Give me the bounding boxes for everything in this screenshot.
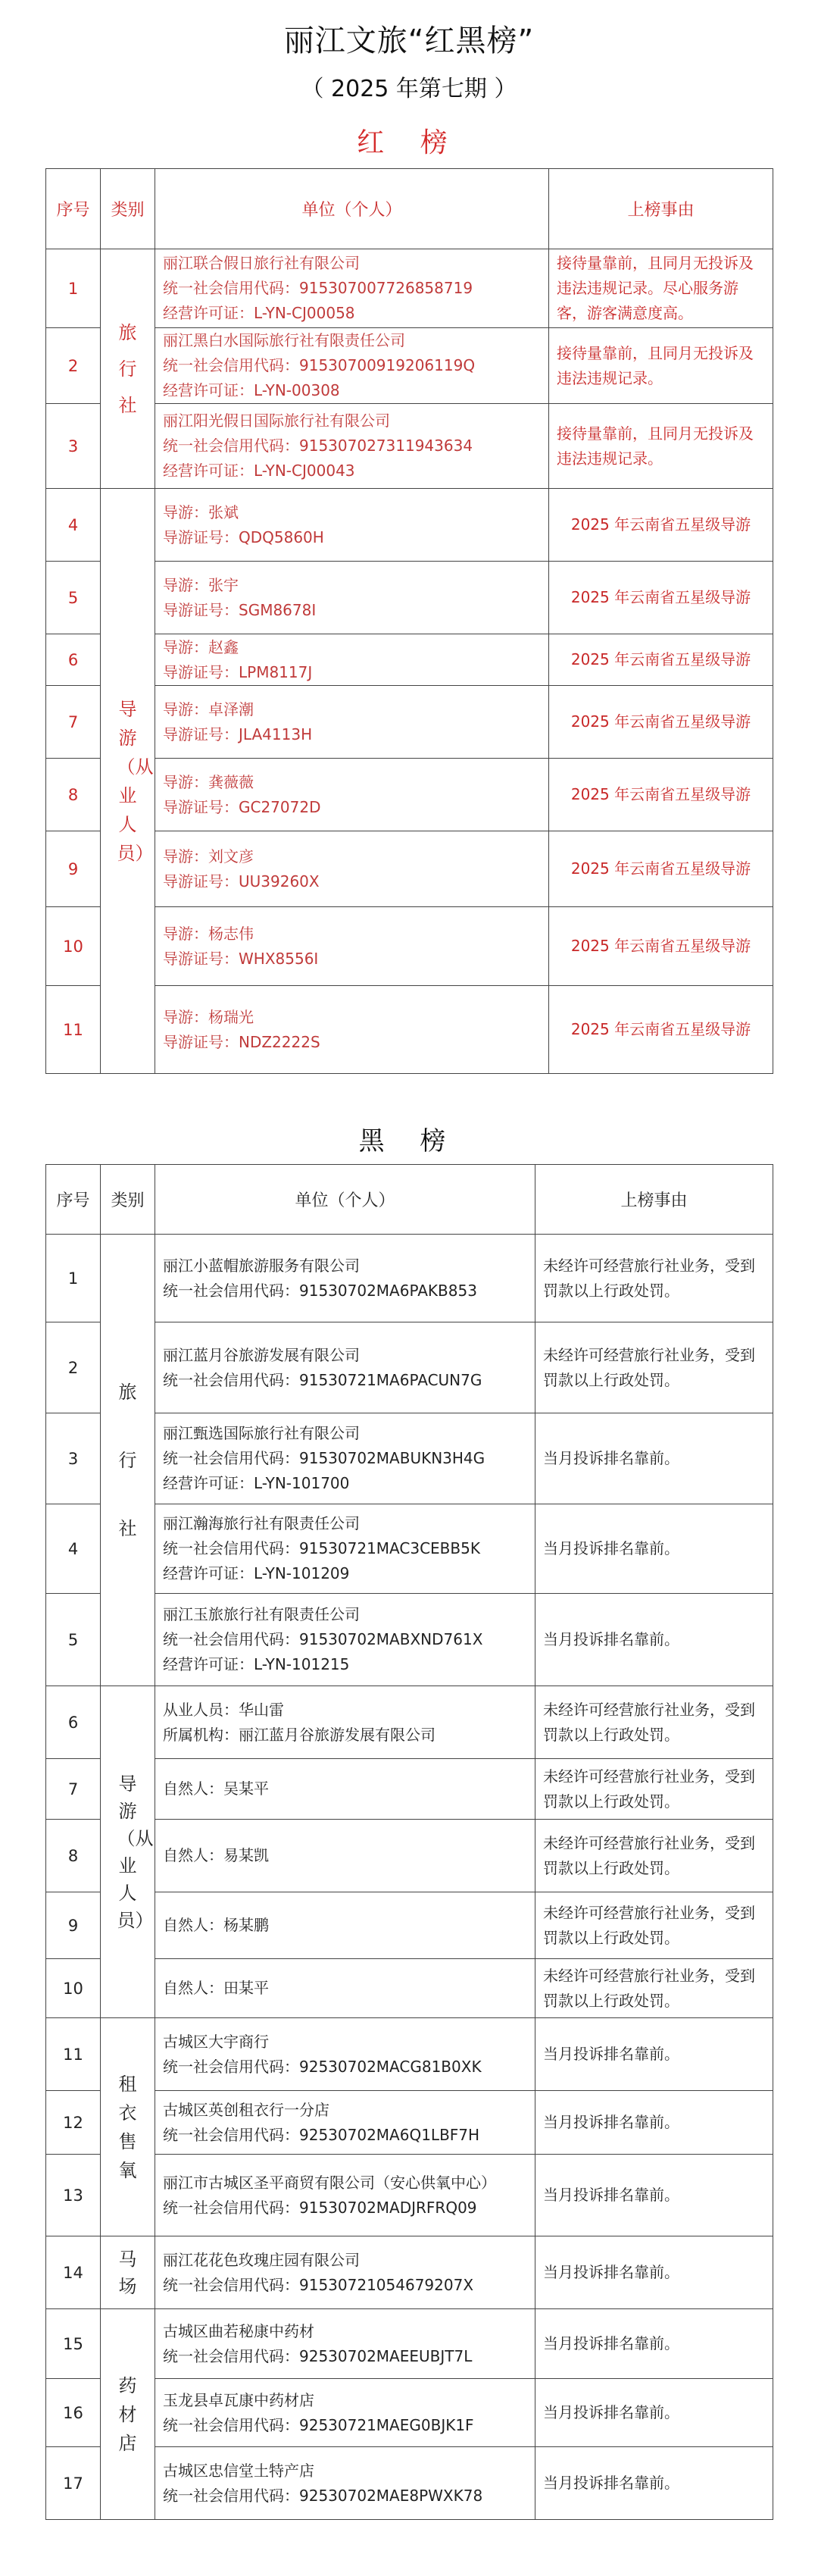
reason-cell: 未经许可经营旅行社业务，受到罚款以上行政处罚。 — [535, 1820, 773, 1892]
reason-cell: 2025 年云南省五星级导游 — [549, 831, 773, 907]
row-number: 16 — [46, 2379, 101, 2447]
table-row — [46, 2155, 773, 2236]
row-number: 14 — [46, 2236, 101, 2309]
unit-line: 自然人：吴某平 — [163, 1779, 269, 1798]
unit-line: 古城区英创租衣行一分店 — [163, 2100, 329, 2119]
unit-line: 统一社会信用代码：92530702MACG81B0XK — [163, 2057, 482, 2076]
row-number: 2 — [46, 328, 101, 404]
unit-cell — [155, 404, 549, 489]
unit-cell — [155, 2155, 535, 2236]
reason-cell: 当月投诉排名靠前。 — [535, 2018, 773, 2091]
reason-cell: 2025 年云南省五星级导游 — [549, 907, 773, 986]
row-number: 6 — [46, 634, 101, 686]
reason-cell: 未经许可经营旅行社业务，受到罚款以上行政处罚。 — [535, 1892, 773, 1959]
reason-cell: 2025 年云南省五星级导游 — [549, 634, 773, 686]
unit-cell — [155, 831, 549, 907]
header-reason: 上榜事由 — [535, 1165, 773, 1235]
row-number: 15 — [46, 2309, 101, 2379]
black-list-table — [45, 1164, 773, 2520]
unit-line: 导游证号：SGM8678I — [163, 600, 317, 619]
unit-line: 丽江市古城区圣平商贸有限公司（安心供氧中心） — [163, 2173, 496, 2192]
table-row — [46, 328, 773, 404]
reason-cell: 未经许可经营旅行社业务，受到罚款以上行政处罚。 — [535, 1235, 773, 1322]
row-number: 3 — [46, 404, 101, 489]
unit-line: 丽江蓝月谷旅游发展有限公司 — [163, 1345, 360, 1364]
unit-line: 统一社会信用代码：91530700919206119Q — [163, 356, 476, 374]
unit-line: 经营许可证：L-YN-101700 — [163, 1474, 350, 1492]
unit-cell — [155, 986, 549, 1074]
header-category: 类别 — [101, 169, 155, 249]
row-number: 5 — [46, 1594, 101, 1686]
table-row — [46, 2091, 773, 2155]
row-number: 6 — [46, 1686, 101, 1759]
unit-line: 统一社会信用代码：92530702MA6Q1LBF7H — [163, 2125, 480, 2144]
row-number: 17 — [46, 2447, 101, 2520]
category-label: 马场 — [118, 2248, 137, 2297]
unit-line: 丽江黑白水国际旅行社有限责任公司 — [163, 331, 405, 349]
reason-cell: 当月投诉排名靠前。 — [535, 1413, 773, 1504]
unit-line: 丽江玉旅旅行社有限责任公司 — [163, 1605, 360, 1623]
unit-cell — [155, 249, 549, 328]
table-row — [46, 2309, 773, 2379]
unit-line: 导游证号：JLA4113H — [163, 725, 313, 743]
table-row — [46, 831, 773, 907]
reason-cell: 当月投诉排名靠前。 — [535, 1594, 773, 1686]
row-number: 11 — [46, 2018, 101, 2091]
header-reason: 上榜事由 — [549, 169, 773, 249]
row-number: 5 — [46, 562, 101, 634]
reason-cell: 2025 年云南省五星级导游 — [549, 489, 773, 562]
reason-cell: 接待量靠前，且同月无投诉及违法违规记录。 — [549, 404, 773, 489]
page-title: 丽江文旅“红黑榜” — [283, 23, 535, 58]
row-number: 10 — [46, 907, 101, 986]
unit-line: 经营许可证：L-YN-101215 — [163, 1655, 350, 1673]
reason-cell: 未经许可经营旅行社业务，受到罚款以上行政处罚。 — [535, 1759, 773, 1820]
unit-line: 丽江瀚海旅行社有限责任公司 — [163, 1514, 360, 1532]
reason-cell: 接待量靠前，且同月无投诉及违法违规记录。尽心服务游客，游客满意度高。 — [549, 249, 773, 328]
row-number: 1 — [46, 249, 101, 328]
reason-cell: 未经许可经营旅行社业务，受到罚款以上行政处罚。 — [535, 1686, 773, 1759]
row-number: 4 — [46, 489, 101, 562]
unit-cell — [155, 1686, 535, 1759]
issue-subtitle: （ 2025 年第七期 ） — [301, 76, 517, 102]
table-row — [46, 1322, 773, 1413]
table-row — [46, 1820, 773, 1892]
row-number: 1 — [46, 1235, 101, 1322]
reason-cell: 当月投诉排名靠前。 — [535, 2309, 773, 2379]
unit-line: 经营许可证：L-YN-101209 — [163, 1564, 350, 1582]
category-label: 导游（从业人员） — [117, 1773, 154, 1931]
unit-cell — [155, 759, 549, 831]
row-number: 10 — [46, 1959, 101, 2018]
unit-cell — [155, 2091, 535, 2155]
category-cell — [101, 2018, 155, 2236]
unit-line: 丽江联合假日旅行社有限公司 — [163, 254, 360, 272]
reason-cell: 2025 年云南省五星级导游 — [549, 686, 773, 759]
unit-cell — [155, 2379, 535, 2447]
unit-line: 统一社会信用代码：91530721MA6PACUN7G — [163, 1370, 482, 1389]
unit-line: 经营许可证：L-YN-CJ00058 — [163, 304, 355, 322]
unit-line: 统一社会信用代码：91530702MABUKN3H4G — [163, 1449, 485, 1467]
table-header-row — [46, 169, 773, 249]
unit-line: 统一社会信用代码：92530702MAEEUBJT7L — [163, 2346, 473, 2365]
category-cell — [101, 249, 155, 489]
unit-cell — [155, 1322, 535, 1413]
unit-line: 丽江甄选国际旅行社有限公司 — [163, 1424, 360, 1442]
unit-cell — [155, 1594, 535, 1686]
unit-line: 从业人员：华山雷 — [163, 1700, 284, 1719]
unit-line: 统一社会信用代码：91530702MABXND761X — [163, 1630, 483, 1648]
category-label: 租衣售氧 — [118, 2073, 137, 2181]
unit-line: 导游证号：LPM8117J — [163, 662, 313, 681]
table-row — [46, 1504, 773, 1594]
unit-line: 导游：张宇 — [163, 575, 239, 594]
unit-line: 古城区大宇商行 — [163, 2032, 269, 2051]
table-row — [46, 1413, 773, 1504]
unit-cell — [155, 634, 549, 686]
table-row — [46, 907, 773, 986]
unit-cell — [155, 328, 549, 404]
unit-line: 导游：杨瑞光 — [163, 1007, 254, 1026]
table-row — [46, 1759, 773, 1820]
table-row — [46, 2447, 773, 2520]
unit-line: 导游证号：WHX8556I — [163, 949, 319, 968]
red-list-table — [45, 168, 773, 1074]
category-label: 药材店 — [118, 2374, 137, 2454]
unit-line: 自然人：田某平 — [163, 1979, 269, 1997]
reason-cell: 2025 年云南省五星级导游 — [549, 759, 773, 831]
category-cell — [101, 1686, 155, 2018]
reason-cell: 2025 年云南省五星级导游 — [549, 562, 773, 634]
unit-cell — [155, 1504, 535, 1594]
unit-cell — [155, 686, 549, 759]
unit-line: 统一社会信用代码：92530702MAE8PWXK78 — [163, 2486, 483, 2505]
table-row — [46, 634, 773, 686]
unit-line: 导游：张斌 — [163, 502, 239, 521]
unit-line: 导游证号：NDZ2222S — [163, 1032, 320, 1051]
unit-line: 导游：龚薇薇 — [163, 772, 254, 791]
unit-cell — [155, 2236, 535, 2309]
header-no: 序号 — [46, 1165, 101, 1235]
header-no: 序号 — [46, 169, 101, 249]
unit-cell — [155, 2018, 535, 2091]
table-row — [46, 489, 773, 562]
reason-cell: 当月投诉排名靠前。 — [535, 1504, 773, 1594]
category-cell — [101, 489, 155, 1074]
table-row — [46, 562, 773, 634]
unit-line: 导游：卓泽潮 — [163, 700, 254, 718]
header-unit: 单位（个人） — [155, 1165, 535, 1235]
unit-line: 统一社会信用代码：91530702MA6PAKB853 — [163, 1281, 477, 1300]
row-number: 8 — [46, 1820, 101, 1892]
unit-cell — [155, 2447, 535, 2520]
unit-line: 导游：刘文彦 — [163, 847, 254, 865]
unit-line: 统一社会信用代码：92530721MAEG0BJK1F — [163, 2415, 474, 2434]
row-number: 2 — [46, 1322, 101, 1413]
table-row — [46, 2018, 773, 2091]
row-number: 13 — [46, 2155, 101, 2236]
unit-line: 统一社会信用代码：915307027311943634 — [163, 437, 473, 455]
unit-cell — [155, 2309, 535, 2379]
row-number: 9 — [46, 831, 101, 907]
row-number: 12 — [46, 2091, 101, 2155]
reason-cell: 当月投诉排名靠前。 — [535, 2091, 773, 2155]
unit-line: 导游：赵鑫 — [163, 637, 239, 656]
unit-line: 丽江阳光假日国际旅行社有限公司 — [163, 412, 390, 430]
unit-cell — [155, 1892, 535, 1959]
category-cell — [101, 2309, 155, 2520]
category-label: 旅行社 — [118, 321, 137, 416]
reason-cell: 2025 年云南省五星级导游 — [549, 986, 773, 1074]
unit-line: 所属机构：丽江蓝月谷旅游发展有限公司 — [163, 1725, 436, 1744]
header-category: 类别 — [101, 1165, 155, 1235]
table-row — [46, 1892, 773, 1959]
black-list-heading: 黑 榜 — [358, 1126, 460, 1157]
reason-cell: 当月投诉排名靠前。 — [535, 2379, 773, 2447]
table-row — [46, 1686, 773, 1759]
row-number: 7 — [46, 1759, 101, 1820]
row-number: 9 — [46, 1892, 101, 1959]
unit-line: 导游证号：UU39260X — [163, 872, 320, 890]
row-number: 4 — [46, 1504, 101, 1594]
unit-cell — [155, 1959, 535, 2018]
unit-line: 古城区忠信堂土特产店 — [163, 2461, 314, 2480]
unit-line: 丽江小蓝帽旅游服务有限公司 — [163, 1256, 360, 1275]
red-list-heading: 红 榜 — [357, 127, 461, 158]
reason-cell: 当月投诉排名靠前。 — [535, 2155, 773, 2236]
table-row — [46, 2379, 773, 2447]
row-number: 8 — [46, 759, 101, 831]
table-header-row — [46, 1165, 773, 1235]
unit-line: 经营许可证：L-YN-CJ00043 — [163, 462, 355, 480]
row-number: 11 — [46, 986, 101, 1074]
unit-line: 统一社会信用代码：91530721054679207X — [163, 2275, 474, 2294]
table-row — [46, 759, 773, 831]
category-label: 导游（从业人员） — [117, 698, 154, 864]
row-number: 7 — [46, 686, 101, 759]
table-row — [46, 404, 773, 489]
table-row — [46, 686, 773, 759]
table-row — [46, 2236, 773, 2309]
unit-cell — [155, 562, 549, 634]
unit-line: 导游证号：GC27072D — [163, 797, 321, 816]
category-cell — [101, 2236, 155, 2309]
table-row — [46, 1959, 773, 2018]
unit-line: 统一社会信用代码：91530702MADJRFRQ09 — [163, 2198, 477, 2217]
reason-cell: 当月投诉排名靠前。 — [535, 2447, 773, 2520]
unit-line: 古城区曲若秘康中药材 — [163, 2321, 314, 2340]
category-cell — [101, 1235, 155, 1686]
unit-cell — [155, 1759, 535, 1820]
reason-cell: 未经许可经营旅行社业务，受到罚款以上行政处罚。 — [535, 1322, 773, 1413]
reason-cell: 未经许可经营旅行社业务，受到罚款以上行政处罚。 — [535, 1959, 773, 2018]
reason-cell: 当月投诉排名靠前。 — [535, 2236, 773, 2309]
table-row — [46, 1235, 773, 1322]
unit-cell — [155, 489, 549, 562]
unit-line: 玉龙县卓瓦康中药材店 — [163, 2390, 314, 2409]
header-unit: 单位（个人） — [155, 169, 549, 249]
table-row — [46, 249, 773, 328]
row-number: 3 — [46, 1413, 101, 1504]
unit-line: 丽江花花色玫瑰庄园有限公司 — [163, 2250, 360, 2269]
unit-line: 经营许可证：L-YN-00308 — [163, 381, 340, 399]
category-label: 旅行社 — [118, 1381, 137, 1539]
unit-line: 自然人：杨某鹏 — [163, 1916, 269, 1934]
unit-cell — [155, 1235, 535, 1322]
unit-line: 统一社会信用代码：91530721MAC3CEBB5K — [163, 1539, 480, 1557]
table-row — [46, 986, 773, 1074]
table-row — [46, 1594, 773, 1686]
unit-line: 导游：杨志伟 — [163, 924, 254, 943]
unit-line: 自然人：易某凯 — [163, 1846, 269, 1864]
unit-cell — [155, 907, 549, 986]
reason-cell: 接待量靠前，且同月无投诉及违法违规记录。 — [549, 328, 773, 404]
unit-cell — [155, 1820, 535, 1892]
unit-line: 导游证号：QDQ5860H — [163, 527, 324, 546]
unit-cell — [155, 1413, 535, 1504]
unit-line: 统一社会信用代码：915307007726858719 — [163, 279, 473, 297]
